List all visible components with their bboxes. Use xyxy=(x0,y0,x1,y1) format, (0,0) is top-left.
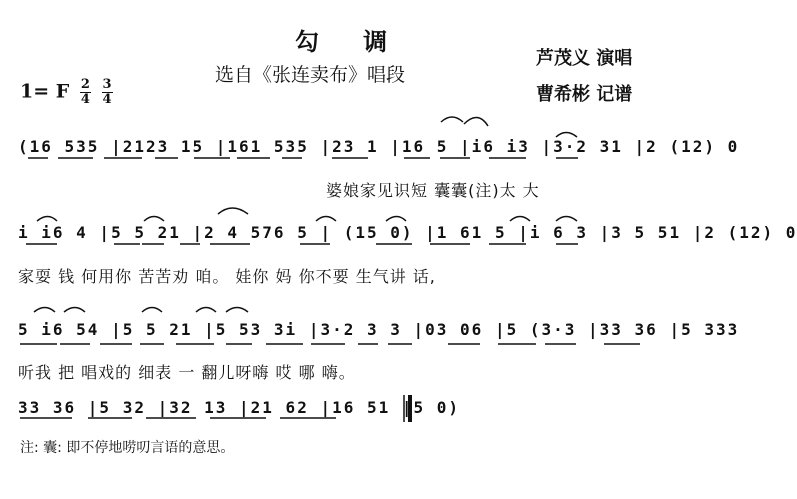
score-line-1-notes: (16 535 |2123 15 |161 535 |23 1 |16 5 |i6 i3 |3·2 31 |2 (12) 0 xyxy=(18,137,740,156)
time-signature-1-numerator: 2 xyxy=(80,77,90,92)
score-line-1-lyrics: 婆娘家见识短 囊囊(注)太 大 xyxy=(326,181,540,200)
performer-credit: 芦茂义 演唱 xyxy=(536,48,633,69)
footnote: 注: 囊: 即不停地唠叨言语的意思。 xyxy=(20,440,235,456)
score-line-4-notes: 33 36 |5 32 |32 13 |21 62 |16 51 |5 0) xyxy=(18,398,461,417)
song-title: 勾 调 xyxy=(294,28,406,56)
time-signature-1-denominator: 4 xyxy=(80,92,90,107)
song-subtitle: 选自《张连卖布》唱段 xyxy=(215,64,406,86)
score-line-3-lyrics: 听我 把 唱戏的 细表 一 翻儿呀嗨 哎 哪 嗨。 xyxy=(18,363,356,382)
score-line-2-lyrics: 家耍 钱 何用你 苦苦劝 咱。 娃你 妈 你不要 生气讲 话, xyxy=(18,267,436,286)
score-line-2-notes: i i6 4 |5 5 21 |2 4 576 5 | (15 0) |1 61 5 |i 6 3 |3 5 51 |2 (12) 0 xyxy=(18,223,797,242)
score-line-3-notes: 5 i6 54 |5 5 21 |5 53 3i |3·2 3 3 |03 06 |5 (3·3 |33 36 |5 333 xyxy=(18,320,740,339)
time-signature-2-numerator: 3 xyxy=(102,77,112,92)
transcriber-credit: 曹希彬 记谱 xyxy=(536,84,633,105)
key-label: 1= F xyxy=(20,80,70,103)
time-signature-2-denominator: 4 xyxy=(102,92,112,107)
